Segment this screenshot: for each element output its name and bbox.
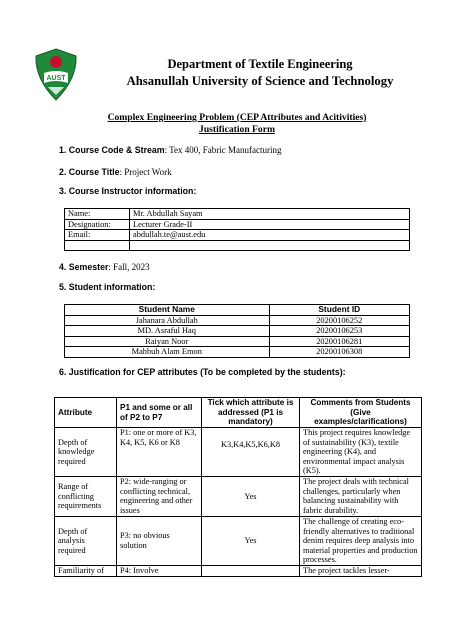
criterion-cell: P3: no obvious solution bbox=[117, 516, 202, 565]
table-row bbox=[55, 565, 422, 576]
department-name: Department of Textile Engineering bbox=[167, 57, 353, 71]
column-header: Student ID bbox=[269, 305, 409, 316]
criterion-cell: P4: Involve bbox=[117, 565, 202, 576]
table-row bbox=[55, 428, 422, 477]
table-header-row bbox=[55, 398, 422, 428]
cep-attributes-table bbox=[54, 397, 422, 577]
comment-cell: The challenge of creating eco-friendly alternatives to traditional denim requires deep analysis into material properties and production processes. bbox=[300, 516, 422, 565]
university-logo bbox=[30, 47, 82, 102]
student-name: Raiyan Noor bbox=[65, 336, 270, 347]
student-id: 20200106308 bbox=[269, 347, 409, 358]
student-table bbox=[64, 304, 410, 358]
instructor-key bbox=[65, 240, 130, 251]
table-row bbox=[65, 326, 410, 337]
table-row bbox=[65, 347, 410, 358]
instructor-key: Name: bbox=[65, 209, 130, 220]
instructor-value: Mr. Abdullah Sayam bbox=[130, 209, 410, 220]
form-title bbox=[40, 112, 434, 136]
column-header: Tick which attribute is addressed (P1 is mandatory) bbox=[202, 398, 300, 428]
course-code-line bbox=[59, 145, 282, 156]
instructor-value bbox=[130, 240, 410, 251]
student-name: MD. Asraful Haq bbox=[65, 326, 270, 337]
svg-text:AUST: AUST bbox=[46, 75, 66, 82]
table-row bbox=[65, 336, 410, 347]
instructor-value: Lecturer Grade-II bbox=[130, 219, 410, 230]
table-row bbox=[65, 240, 410, 251]
table-header-row bbox=[65, 305, 410, 316]
instructor-key: Designation: bbox=[65, 219, 130, 230]
criterion-cell: P2: wide-ranging or conflicting technical, engineering and other issues bbox=[117, 476, 202, 516]
course-code-value: : Tex 400, Fabric Manufacturing bbox=[164, 145, 282, 155]
instructor-heading bbox=[59, 186, 196, 197]
attribute-cell: Depth of analysis required bbox=[55, 516, 117, 565]
comment-cell: This project requires knowledge of sustainability (K3), textile engineering (K4), and environmental impact analysis (K5). bbox=[300, 428, 422, 477]
form-title-line2: Justification Form bbox=[199, 124, 275, 135]
student-heading-text: 5. Student information: bbox=[59, 282, 156, 292]
form-title-line1: Complex Engineering Problem (CEP Attributes and Acitivities) bbox=[107, 112, 367, 123]
table-row bbox=[65, 209, 410, 220]
student-name: Mahbub Alam Emon bbox=[65, 347, 270, 358]
attribute-cell: Range of conflicting requirements bbox=[55, 476, 117, 516]
comment-cell: The project deals with technical challenges, particularly when balancing sustainability with fabric durability. bbox=[300, 476, 422, 516]
tick-cell: Yes bbox=[202, 516, 300, 565]
column-header: Student Name bbox=[65, 305, 270, 316]
table-row bbox=[55, 516, 422, 565]
semester-label: 4. Semester bbox=[59, 262, 109, 272]
student-id: 20200106252 bbox=[269, 315, 409, 326]
instructor-heading-text: 3. Course Instructor information: bbox=[59, 186, 197, 196]
comment-cell: The project tackles lesser- bbox=[300, 565, 422, 576]
justification-heading bbox=[59, 367, 346, 378]
tick-cell bbox=[202, 565, 300, 576]
column-header: Comments from Students (Give examples/clarifications) bbox=[300, 398, 422, 428]
table-row bbox=[65, 315, 410, 326]
semester-value: : Fall, 2023 bbox=[108, 262, 150, 272]
course-title-label: 2. Course Title bbox=[59, 167, 120, 177]
student-id: 20200106281 bbox=[269, 336, 409, 347]
student-heading bbox=[59, 282, 155, 293]
course-code-label: 1. Course Code & Stream bbox=[59, 145, 165, 155]
university-name: Ahsanullah University of Science and Technology bbox=[126, 74, 394, 88]
tick-cell: Yes bbox=[202, 476, 300, 516]
column-header: P1 and some or all of P2 to P7 bbox=[117, 398, 202, 428]
table-row bbox=[65, 230, 410, 241]
student-name: Jahanara Abdullah bbox=[65, 315, 270, 326]
attribute-cell: Depth of knowledge required bbox=[55, 428, 117, 477]
table-row bbox=[65, 219, 410, 230]
criterion-cell: P1: one or more of K3, K4, K5, K6 or K8 bbox=[117, 428, 202, 477]
student-id: 20200106253 bbox=[269, 326, 409, 337]
column-header: Attribute bbox=[55, 398, 117, 428]
table-row bbox=[55, 476, 422, 516]
instructor-key: Email: bbox=[65, 230, 130, 241]
instructor-value: abdullah.te@aust.edu bbox=[130, 230, 410, 241]
attribute-cell: Familiarity of bbox=[55, 565, 117, 576]
course-title-line bbox=[59, 167, 172, 178]
tick-cell: K3,K4,K5,K6,K8 bbox=[202, 428, 300, 477]
document-header bbox=[90, 56, 430, 90]
instructor-table bbox=[64, 208, 410, 251]
semester-line bbox=[59, 262, 150, 273]
justification-heading-text: 6. Justification for CEP attributes (To be completed by the students): bbox=[59, 367, 346, 377]
course-title-value: : Project Work bbox=[119, 167, 172, 177]
